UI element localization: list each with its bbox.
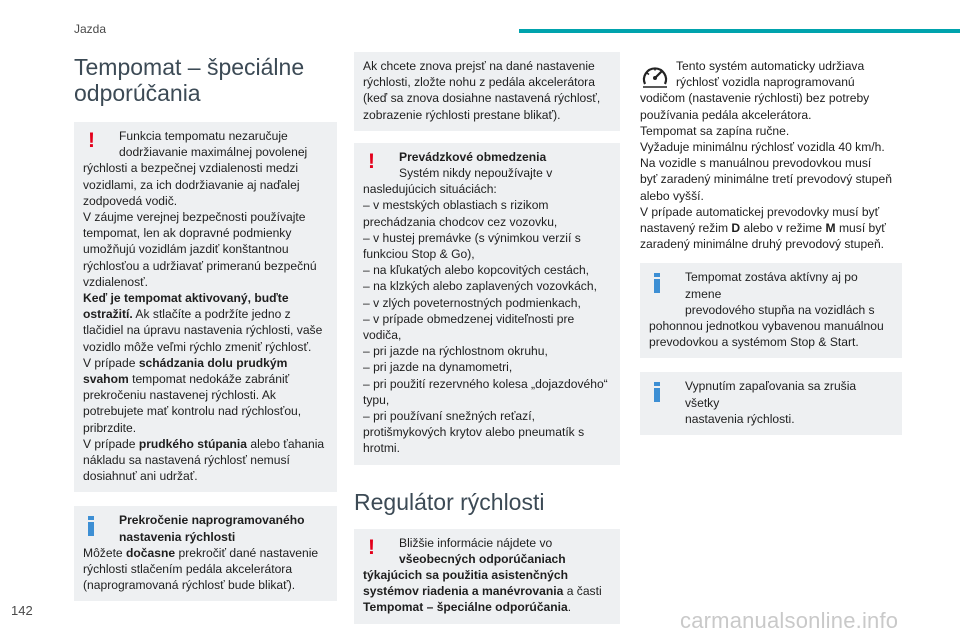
text-line: hrotmi. [363, 441, 400, 456]
text-line: prechádzania chodcov cez vozovku, [363, 214, 558, 229]
text-line: V záujme verejnej bezpečnosti používajte [83, 210, 306, 225]
text-line: umožňujú vozidlám jazdiť konštantnou [83, 242, 289, 257]
text-line: rýchlosti, zložte nohu z pedála akcelerátora [363, 75, 595, 90]
text-span: alebo v režime [740, 221, 826, 236]
bold-text: M [825, 221, 836, 236]
text-line: (keď sa znova dosiahne nastavená rýchlosť, [363, 91, 601, 106]
text-line: – v prípade obmedzenej viditeľnosti pre [363, 311, 575, 326]
warning-box-regulator [354, 529, 620, 624]
bold-text: Tempomat – špeciálne odporúčania [363, 600, 568, 615]
text-line: tempomat, len ak dopravné podmienky [83, 226, 292, 241]
text-line: rýchlosť vozidla naprogramovanú [676, 75, 855, 90]
text-line: – pri jazde na dynamometri, [363, 360, 513, 375]
text-line [363, 551, 611, 567]
text-line [640, 220, 902, 236]
bold-text: všeobecných odporúčaniach [399, 551, 566, 566]
text-line: funkciou Stop & Go), [363, 247, 475, 262]
text-line [83, 529, 328, 545]
warning-box-operating-limits [354, 143, 620, 465]
info-icon [654, 273, 660, 293]
column-2 [354, 52, 620, 624]
warning-icon: ! [88, 129, 95, 152]
text-line: – v mestských oblastiach s rizikom [363, 198, 549, 213]
text-line: alebo vyšší. [640, 188, 704, 203]
text-span: V prípade [83, 436, 139, 451]
bold-text: dočasne [126, 545, 176, 560]
warning-icon: ! [368, 149, 375, 173]
text-line: zodpovedá vodič. [83, 193, 178, 208]
text-line: pribrzdite. [83, 420, 137, 435]
regulator-description [640, 58, 902, 252]
text-line [363, 599, 611, 615]
text-line: – pri použití rezervného kolesa „dojazdového“ [363, 376, 608, 391]
text-span: Môžete [83, 545, 127, 560]
info-icon [88, 516, 94, 536]
text-line: používania pedála akcelerátora. [640, 107, 812, 122]
text-line: potrebujete mať kontrolu nad rýchlosťou, [83, 404, 302, 419]
text-line: vzdialenosť. [83, 274, 149, 289]
text-line: Tento systém automaticky udržiava [676, 59, 865, 73]
speed-limiter-icon [640, 62, 670, 90]
bold-text: prudkého stúpania [138, 436, 247, 451]
text-line: dosiahnuť ani udržať. [83, 469, 198, 484]
section-header: Jazda [74, 22, 107, 36]
text-line [363, 583, 611, 599]
warning-icon: ! [368, 535, 375, 559]
text-line: vozidlami, za ich dodržiavanie aj naďalej [83, 177, 300, 192]
warning-box-tempomat [74, 122, 337, 492]
text-line: – v hustej premávke (s výnimkou verzií s [363, 230, 581, 245]
text-line: – v zlých poveternostných podmienkach, [363, 295, 581, 310]
section-title-regulator: Regulátor rýchlosti [354, 488, 545, 515]
text-span: Ak stlačíte a podržíte jedno z [132, 307, 291, 322]
column-3 [640, 52, 902, 435]
text-line: protišmykových krytov alebo pneumatík s [363, 425, 585, 440]
bold-text: týkajúcich sa použitia asistenčných [363, 568, 568, 583]
text-line: Bližšie informácie nájdete vo [399, 535, 553, 550]
text-line: (naprogramovaná rýchlosť bude blikať). [83, 578, 296, 593]
text-span: nastavený režim [640, 221, 732, 236]
text-line: Vyžaduje minimálnu rýchlosť vozidla 40 km/h. [640, 140, 885, 155]
text-line [83, 371, 328, 387]
info-box-stop-start [640, 263, 902, 358]
bold-text: Prekročenie naprogramovaného [119, 513, 305, 528]
bold-text: schádzania dolu prudkým [138, 355, 288, 370]
text-line: Na vozidle s manuálnou prevodovkou musí [640, 156, 872, 171]
text-line: prevodovkou a systémom Stop & Start. [649, 335, 859, 350]
text-line: – pri jazde na rýchlostnom okruhu, [363, 344, 548, 359]
text-line: rýchlosti a bezpečnej vzdialenosti medzi [83, 161, 299, 176]
text-line: byť zaradený minimálne tretí prevodový stupeň [640, 172, 892, 187]
box-resume-speed [354, 52, 620, 131]
text-line: pohonnou jednotkou vybavenou manuálnou [649, 319, 884, 334]
header-accent-bar [519, 29, 960, 33]
column-1 [74, 52, 337, 601]
text-line: prekročeniu nastavenej rýchlosti. Ak [83, 388, 276, 403]
text-line: Systém nikdy nepoužívajte v [399, 166, 553, 181]
info-box-ignition [640, 372, 902, 435]
text-line [83, 306, 328, 322]
text-line [83, 290, 328, 306]
bold-text: svahom [83, 372, 129, 387]
text-line: rýchlosťou a udržiavať primeranú bezpečnú [83, 258, 317, 273]
bold-text: D [731, 221, 741, 236]
info-box-overspeed [74, 506, 337, 601]
text-line: vozidlo môže veľmi rýchlo zmeniť rýchlosť. [83, 339, 312, 354]
bold-text: ostražití. [83, 307, 133, 322]
text-line [83, 436, 328, 452]
text-line: rýchlosti stlačením pedála akcelerátora [83, 562, 293, 577]
text-line: prevodového stupňa na vozidlách s [685, 302, 875, 317]
bold-text: Prevádzkové obmedzenia [399, 149, 547, 164]
text-span: tempomat nedokáže zabrániť [128, 372, 290, 387]
section-title-tempomat: Tempomat – špeciálne odporúčania [74, 54, 305, 106]
text-line: Tempomat zostáva aktívny aj po zmene [685, 270, 858, 301]
text-span: alebo ťahania [247, 436, 325, 451]
text-line [363, 567, 611, 583]
text-line [83, 512, 328, 528]
text-span: a časti [563, 584, 602, 599]
page-number: 142 [11, 603, 33, 618]
text-line: – na klzkých alebo zaplavených vozovkách, [363, 279, 597, 294]
text-line: – na kľukatých alebo kopcovitých cestách, [363, 263, 590, 278]
info-icon [654, 382, 660, 402]
watermark: carmanualsonline.info [680, 608, 899, 633]
text-line: nasledujúcich situáciách: [363, 182, 497, 197]
text-line: – pri používaní snežných reťazí, [363, 409, 535, 424]
text-span: . [567, 600, 572, 615]
text-line: typu, [363, 392, 390, 407]
bold-text: systémov riadenia a manévrovania [363, 584, 564, 599]
text-line: Tempomat sa zapína ručne. [640, 123, 790, 138]
text-line: nákladu sa nastavená rýchlosť nemusí [83, 453, 290, 468]
text-span: V prípade [83, 355, 139, 370]
bold-text: Keď je tempomat aktivovaný, buďte [83, 291, 289, 306]
text-line [83, 355, 328, 371]
bold-text: nastavenia rýchlosti [119, 529, 236, 544]
text-line: zaradený minimálne druhý prevodový stupeň. [640, 237, 885, 252]
text-line: nastavenia rýchlosti. [685, 411, 795, 426]
text-line: vodičom (nastavenie rýchlosti) bez potreby [640, 91, 870, 106]
text-span: prekročiť dané nastavenie [175, 545, 319, 560]
text-line: Ak chcete znova prejsť na dané nastavenie [363, 59, 595, 73]
text-line: Funkcia tempomatu nezaručuje [119, 129, 288, 143]
text-line: dodržiavanie maximálnej povolenej [119, 145, 308, 160]
text-line: vodiča, [363, 328, 402, 343]
text-line: V prípade automatickej prevodovky musí byť [640, 204, 880, 219]
text-line: zobrazenie rýchlosti prestane blikať). [363, 107, 561, 122]
text-line: tlačidiel na úpravu nastavenia rýchlosti, vaše [83, 323, 323, 338]
text-line: Vypnutím zapaľovania sa zrušia všetky [685, 379, 857, 410]
text-line [363, 149, 611, 165]
text-line [83, 545, 328, 561]
text-span: musí byť [835, 221, 886, 236]
